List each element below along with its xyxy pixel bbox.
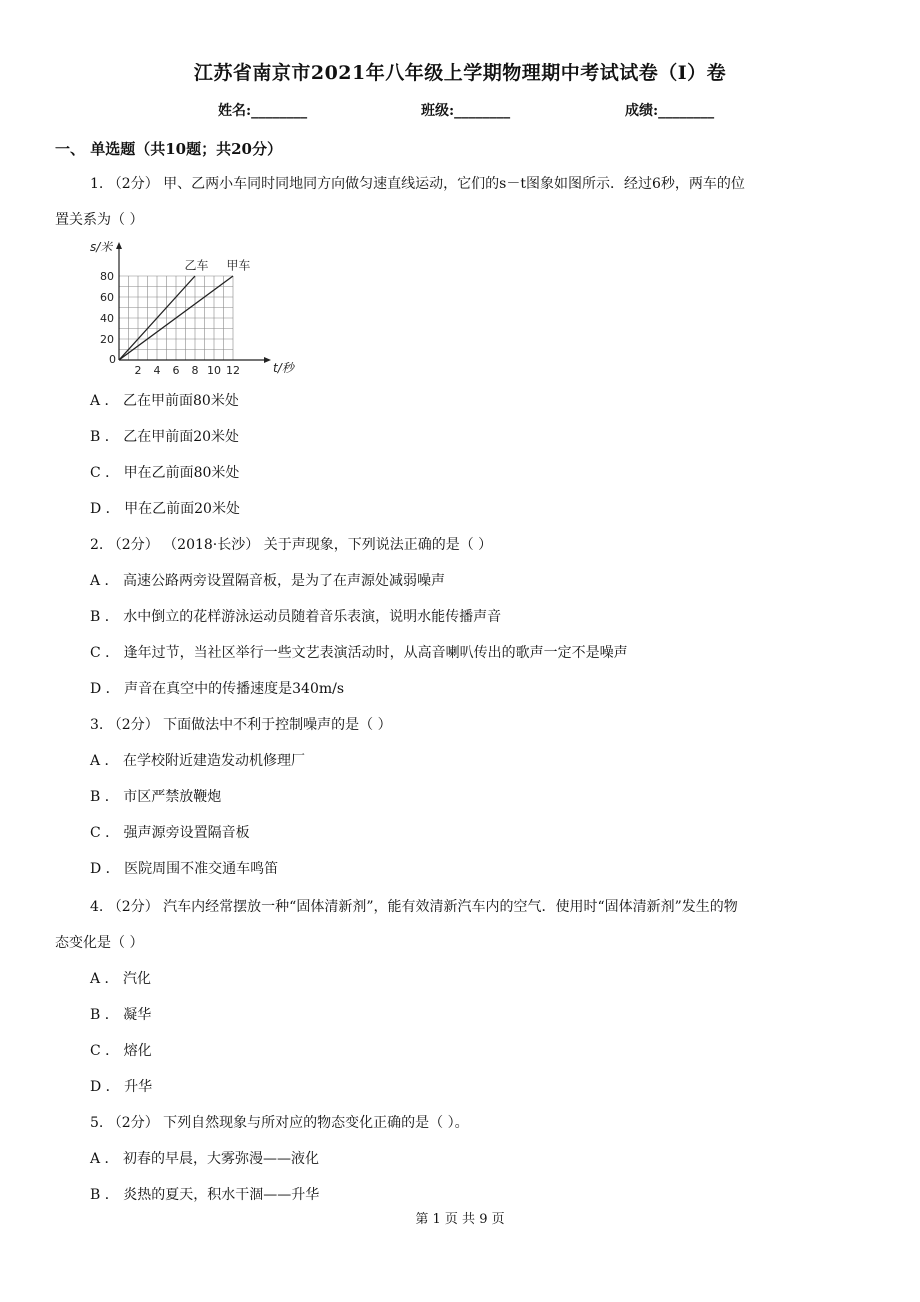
q4-option-d: D ． 升华 — [90, 1079, 153, 1095]
q1-option-a: A ． 乙在甲前面80米处 — [90, 393, 239, 409]
page-footer: 第 1 页 共 9 页 — [415, 1212, 505, 1227]
question-1-stem: 1. （2分） 甲、乙两小车同时同地同方向做匀速直线运动，它们的s－t图象如图所示．经过6秒，两车的位 — [90, 176, 745, 192]
score-field-label: 成绩:________ — [625, 103, 715, 119]
q5-option-a: A ． 初春的早晨，大雾弥漫——液化 — [90, 1151, 320, 1167]
x-axis-label: t/秒 — [273, 361, 294, 375]
q3-option-c: C ． 强声源旁设置隔音板 — [90, 825, 250, 841]
x-tick-label: 8 — [191, 364, 199, 377]
q3-option-b: B ． 市区严禁放鞭炮 — [90, 789, 222, 805]
question-3-stem: 3. （2分） 下面做法中不利于控制噪声的是（ ） — [90, 717, 392, 733]
x-tick-label: 10 — [207, 364, 221, 377]
y-tick-label: 40 — [100, 312, 114, 325]
page-title: 江苏省南京市2021年八年级上学期物理期中考试试卷（I）卷 — [193, 62, 727, 84]
question-1-stem-cont: 置关系为（ ） — [55, 212, 144, 228]
q1-option-b: B ． 乙在甲前面20米处 — [90, 429, 240, 445]
y-axis-label: s/米 — [90, 240, 113, 254]
q2-option-a: A ． 高速公路两旁设置隔音板，是为了在声源处减弱噪声 — [90, 573, 446, 589]
legend-jia-car: 甲车 — [226, 258, 251, 273]
q1-option-d: D ． 甲在乙前面20米处 — [90, 501, 240, 517]
x-tick-label: 4 — [153, 364, 161, 377]
q3-option-d: D ． 医院周围不准交通车鸣笛 — [90, 861, 279, 877]
x-tick-label: 2 — [134, 364, 142, 377]
x-tick-label: 12 — [226, 364, 240, 377]
section-heading: 一、 单选题（共10题；共20分） — [55, 140, 282, 158]
origin-label: 0 — [109, 353, 116, 366]
class-field-label: 班级:________ — [421, 103, 511, 119]
q2-option-c: C ． 逢年过节，当社区举行一些文艺表演活动时，从高音喇叭传出的歌声一定不是噪声 — [90, 645, 628, 661]
question-4-stem: 4. （2分） 汽车内经常摆放一种“固体清新剂”，能有效清新汽车内的空气．使用时“固体清新剂”发生的物 — [90, 899, 738, 915]
q2-option-b: B ． 水中倒立的花样游泳运动员随着音乐表演，说明水能传播声音 — [90, 609, 502, 625]
q4-option-c: C ． 熔化 — [90, 1043, 152, 1059]
q2-option-d: D ． 声音在真空中的传播速度是340m/s — [90, 681, 345, 697]
question-4-stem-cont: 态变化是（ ） — [55, 935, 144, 951]
q3-option-a: A ． 在学校附近建造发动机修理厂 — [90, 753, 306, 769]
st-graph — [88, 238, 294, 380]
question-5-stem: 5. （2分） 下列自然现象与所对应的物态变化正确的是（ ）。 — [90, 1115, 469, 1131]
q4-option-b: B ． 凝华 — [90, 1007, 152, 1023]
q5-option-b: B ． 炎热的夏天，积水干涸——升华 — [90, 1187, 320, 1203]
legend-yi-car: 乙车 — [184, 258, 209, 273]
q1-option-c: C ． 甲在乙前面80米处 — [90, 465, 240, 481]
y-tick-label: 80 — [100, 270, 114, 283]
x-tick-label: 6 — [172, 364, 180, 377]
x-axis-arrow — [264, 357, 271, 363]
name-field-label: 姓名:________ — [218, 103, 308, 119]
question-2-stem: 2. （2分） （2018·长沙） 关于声现象，下列说法正确的是（ ） — [90, 537, 493, 553]
y-axis-arrow — [116, 242, 122, 249]
y-tick-label: 60 — [100, 291, 114, 304]
y-tick-label: 20 — [100, 333, 114, 346]
q4-option-a: A ． 汽化 — [90, 971, 152, 987]
